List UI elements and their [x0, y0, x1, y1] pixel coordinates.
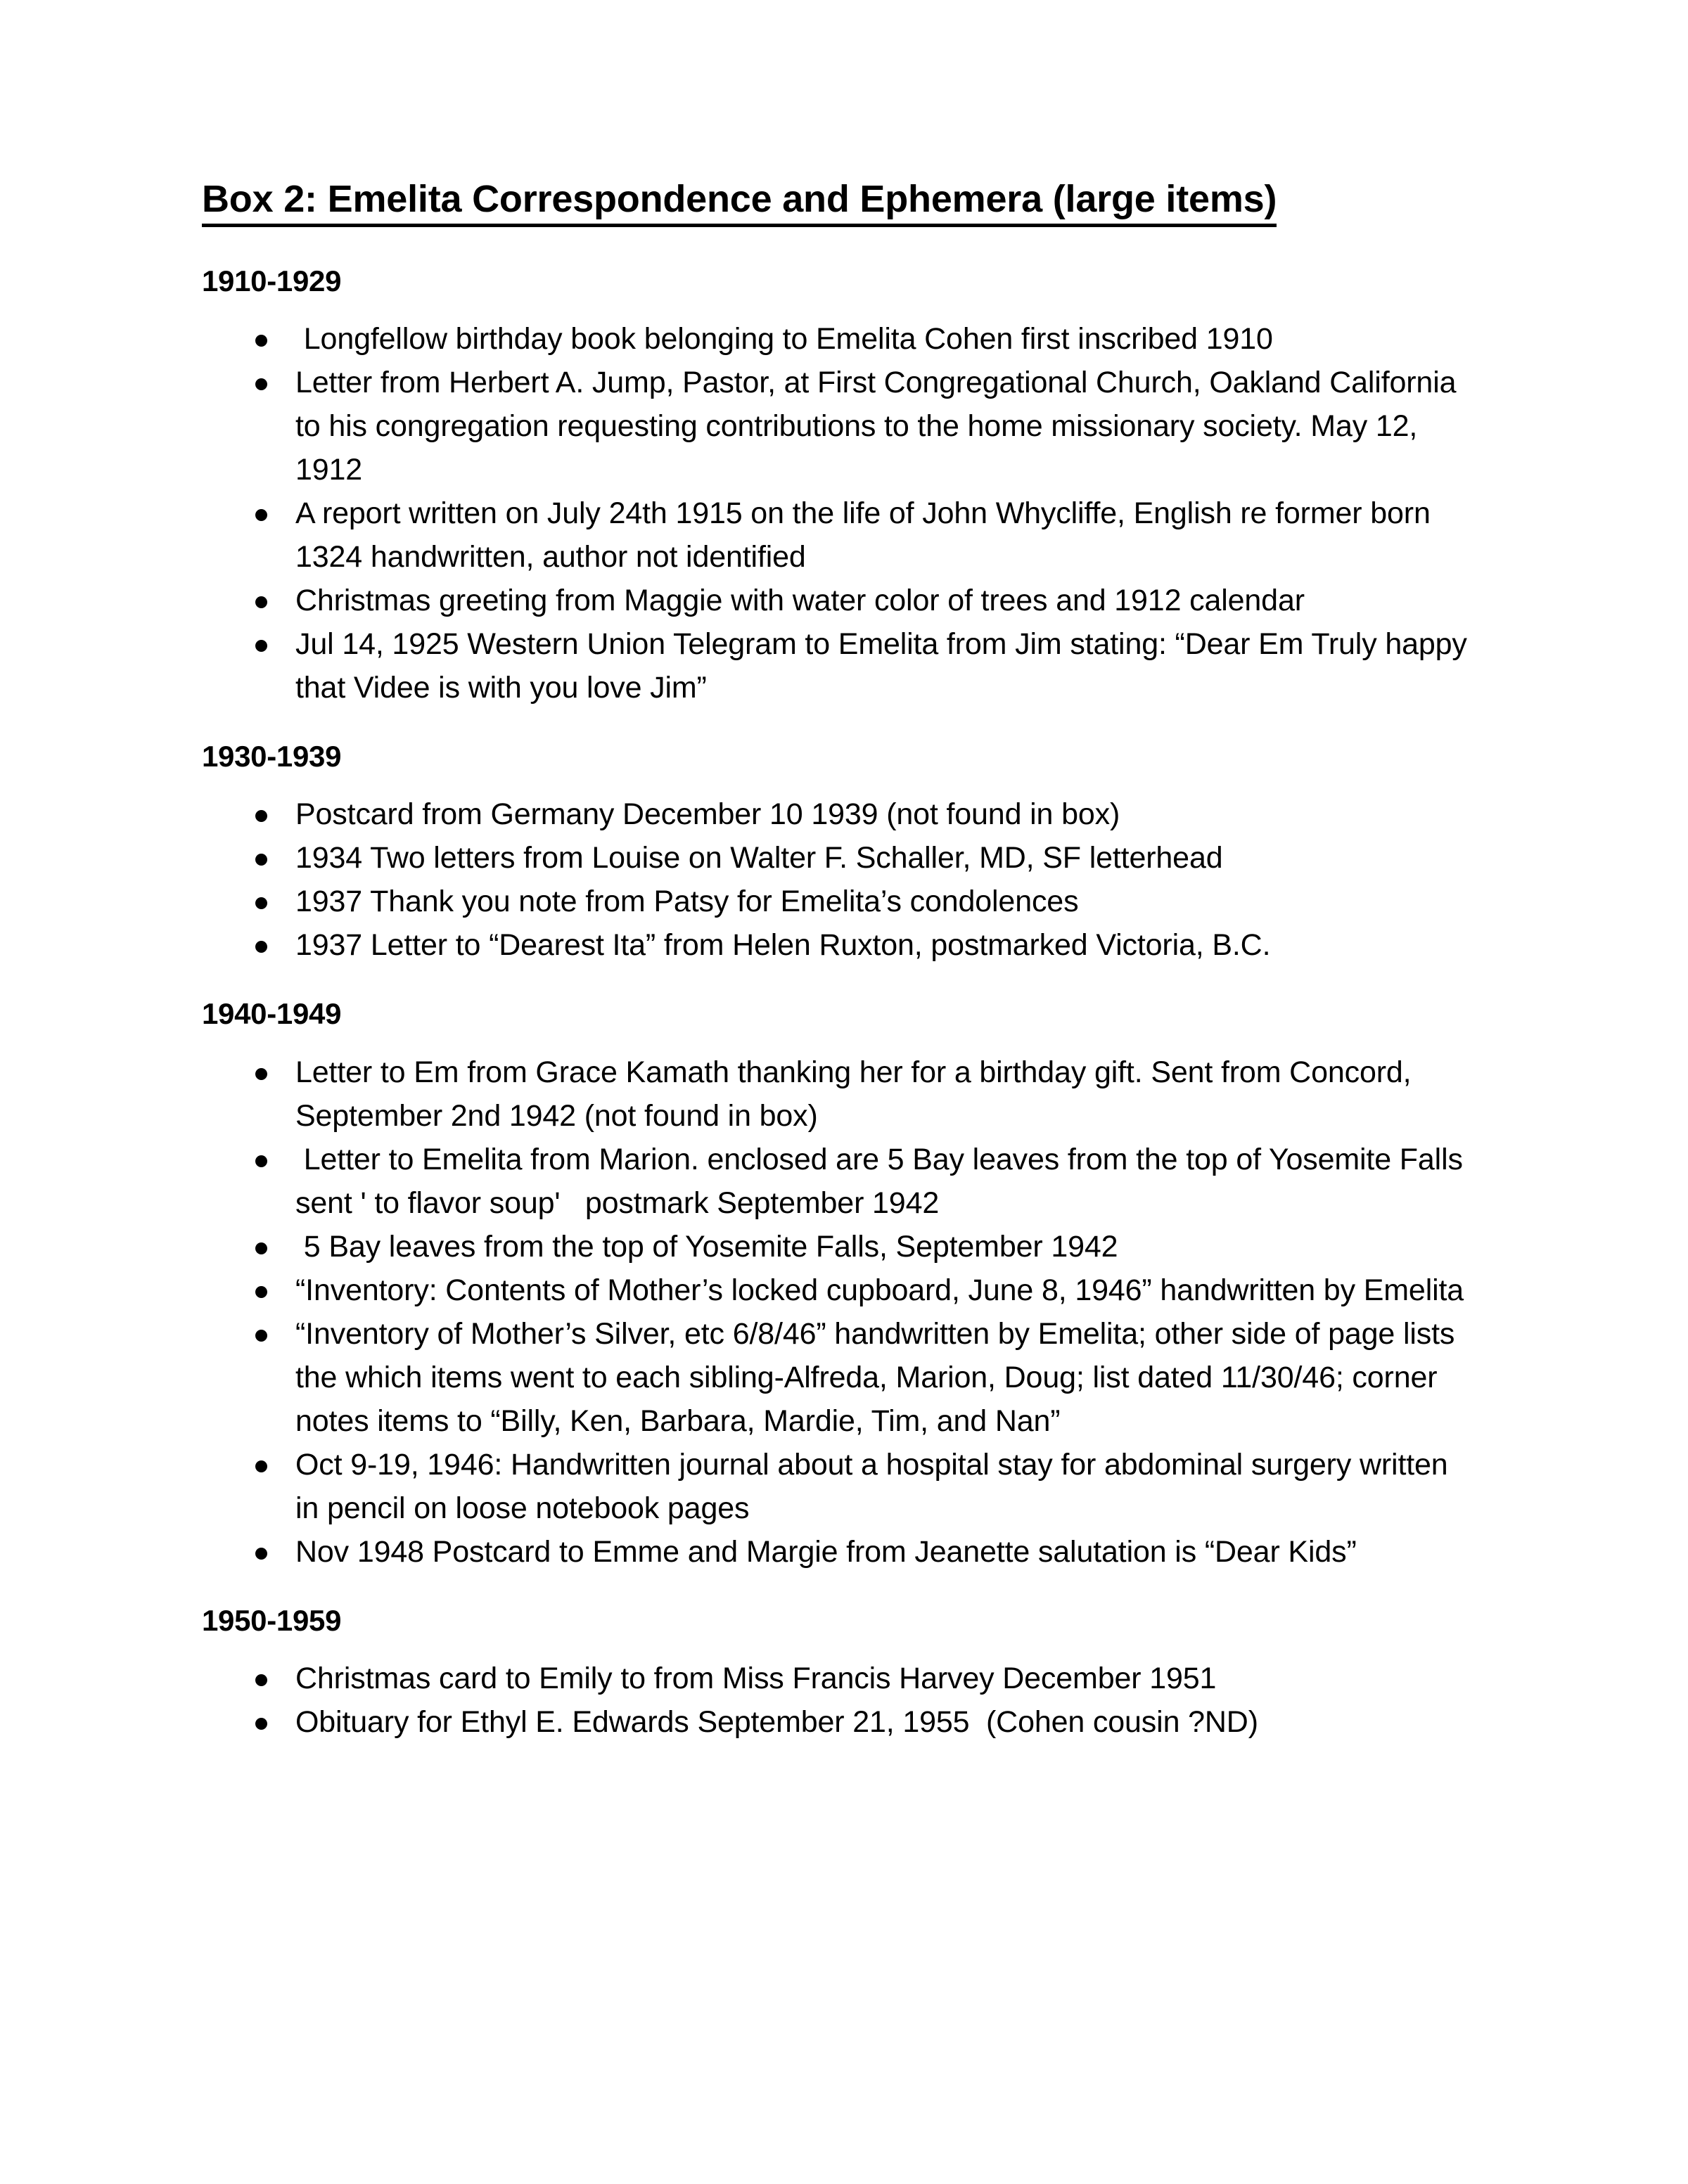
section-header: 1910-1929	[202, 264, 342, 297]
list-item: Oct 9-19, 1946: Handwritten journal about a hospital stay for abdominal surgery written in pencil on loose notebook pages	[202, 1443, 1477, 1530]
list-item: Postcard from Germany December 10 1939 (not found in box)	[202, 792, 1477, 836]
list-item: Christmas card to Emily to from Miss Francis Harvey December 1951	[202, 1657, 1477, 1700]
item-list	[202, 1657, 1477, 1744]
list-item: Letter from Herbert A. Jump, Pastor, at First Congregational Church, Oakland California to his congregation requesting contributions to the home missionary society. May 12, 1912	[202, 361, 1477, 492]
list-item: 1934 Two letters from Louise on Walter F. Schaller, MD, SF letterhead	[202, 836, 1477, 880]
title-row	[202, 177, 1477, 227]
list-item: 1937 Letter to “Dearest Ita” from Helen Ruxton, postmarked Victoria, B.C.	[202, 923, 1477, 967]
list-item: “Inventory: Contents of Mother’s locked cupboard, June 8, 1946” handwritten by Emelita	[202, 1268, 1477, 1312]
section-header: 1950-1959	[202, 1603, 342, 1637]
list-item: A report written on July 24th 1915 on the life of John Whycliffe, English re former born 1324 handwritten, author not identified	[202, 492, 1477, 579]
decade-section	[202, 996, 1477, 1573]
item-list	[202, 1051, 1477, 1574]
list-item: Letter to Emelita from Marion. enclosed are 5 Bay leaves from the top of Yosemite Falls sent ' to flavor soup' postmark September 1942	[202, 1138, 1477, 1225]
list-item: 5 Bay leaves from the top of Yosemite Falls, September 1942	[202, 1225, 1477, 1268]
list-item: Jul 14, 1925 Western Union Telegram to Emelita from Jim stating: “Dear Em Truly happy that Videe is with you love Jim”	[202, 622, 1477, 709]
page-title: Box 2: Emelita Correspondence and Ephemera (large items)	[202, 177, 1277, 227]
list-item: Letter to Em from Grace Kamath thanking her for a birthday gift. Sent from Concord, September 2nd 1942 (not found in box)	[202, 1051, 1477, 1138]
decade-section	[202, 1603, 1477, 1744]
section-header: 1940-1949	[202, 997, 342, 1031]
list-item: “Inventory of Mother’s Silver, etc 6/8/46” handwritten by Emelita; other side of page lists the which items went to each sibling-Alfreda, Marion, Doug; list dated 11/30/46; corner notes items to “Billy, Ken, Barbara, Mardie, Tim, and Nan”	[202, 1312, 1477, 1443]
item-list	[202, 792, 1477, 967]
item-list	[202, 317, 1477, 709]
list-item: Obituary for Ethyl E. Edwards September 21, 1955 (Cohen cousin ?ND)	[202, 1700, 1477, 1744]
section-header: 1930-1939	[202, 740, 342, 773]
list-item: Longfellow birthday book belonging to Emelita Cohen first inscribed 1910	[202, 317, 1477, 361]
decade-section	[202, 739, 1477, 967]
list-item: 1937 Thank you note from Patsy for Emelita’s condolences	[202, 880, 1477, 923]
list-item: Nov 1948 Postcard to Emme and Margie from Jeanette salutation is “Dear Kids”	[202, 1530, 1477, 1574]
list-item: Christmas greeting from Maggie with water color of trees and 1912 calendar	[202, 579, 1477, 622]
decade-section	[202, 264, 1477, 709]
sections-container	[202, 264, 1477, 1745]
